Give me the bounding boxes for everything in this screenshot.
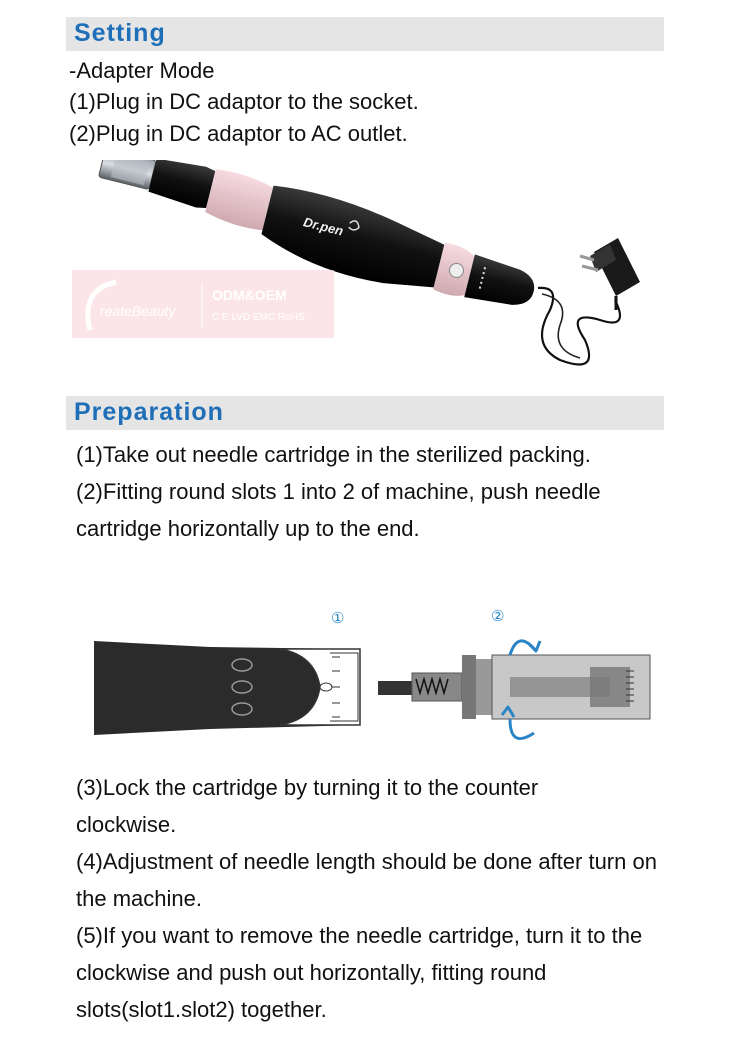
watermark-line-1: ODM&OEM bbox=[212, 287, 287, 303]
preparation-step-3: (3)Lock the cartridge by turning it to the counter clockwise. bbox=[76, 775, 539, 837]
preparation-step-2: (2)Fitting round slots 1 into 2 of machine, push needle cartridge horizontally up to the end. bbox=[76, 479, 601, 541]
watermark-logo bbox=[72, 270, 334, 338]
machine-front bbox=[94, 641, 360, 735]
preparation-title: Preparation bbox=[74, 398, 224, 426]
setting-line-2: (1)Plug in DC adaptor to the socket. bbox=[69, 89, 419, 114]
preparation-steps-top bbox=[76, 436, 696, 547]
diagram-label-1: ① bbox=[331, 609, 345, 627]
power-cable bbox=[538, 288, 620, 365]
setting-title: Setting bbox=[74, 19, 166, 47]
setting-line-1: -Adapter Mode bbox=[69, 58, 215, 83]
diagram-label-2: ② bbox=[491, 607, 505, 625]
preparation-step-1: (1)Take out needle cartridge in the sterilized packing. bbox=[76, 442, 591, 467]
preparation-header bbox=[66, 396, 664, 430]
preparation-steps-bottom bbox=[76, 769, 696, 1028]
cartridge-diagram bbox=[90, 625, 670, 755]
watermark-line-2: C E LVD EMC RoHS bbox=[212, 312, 305, 323]
watermark-brand: reateBeauty bbox=[100, 303, 176, 319]
power-adapter bbox=[580, 238, 640, 310]
product-image bbox=[60, 160, 680, 390]
preparation-step-4: (4)Adjustment of needle length should be done after turn on the machine. bbox=[76, 849, 657, 911]
setting-line-3: (2)Plug in DC adaptor to AC outlet. bbox=[69, 121, 408, 146]
preparation-step-5: (5)If you want to remove the needle cartridge, turn it to the clockwise and push out horizontally, fitting round slots(slot1.slot2) together. bbox=[76, 923, 643, 1022]
setting-header bbox=[66, 17, 664, 51]
needle-cartridge bbox=[378, 655, 650, 719]
pen-brand-label: Dr.pen bbox=[301, 214, 345, 239]
